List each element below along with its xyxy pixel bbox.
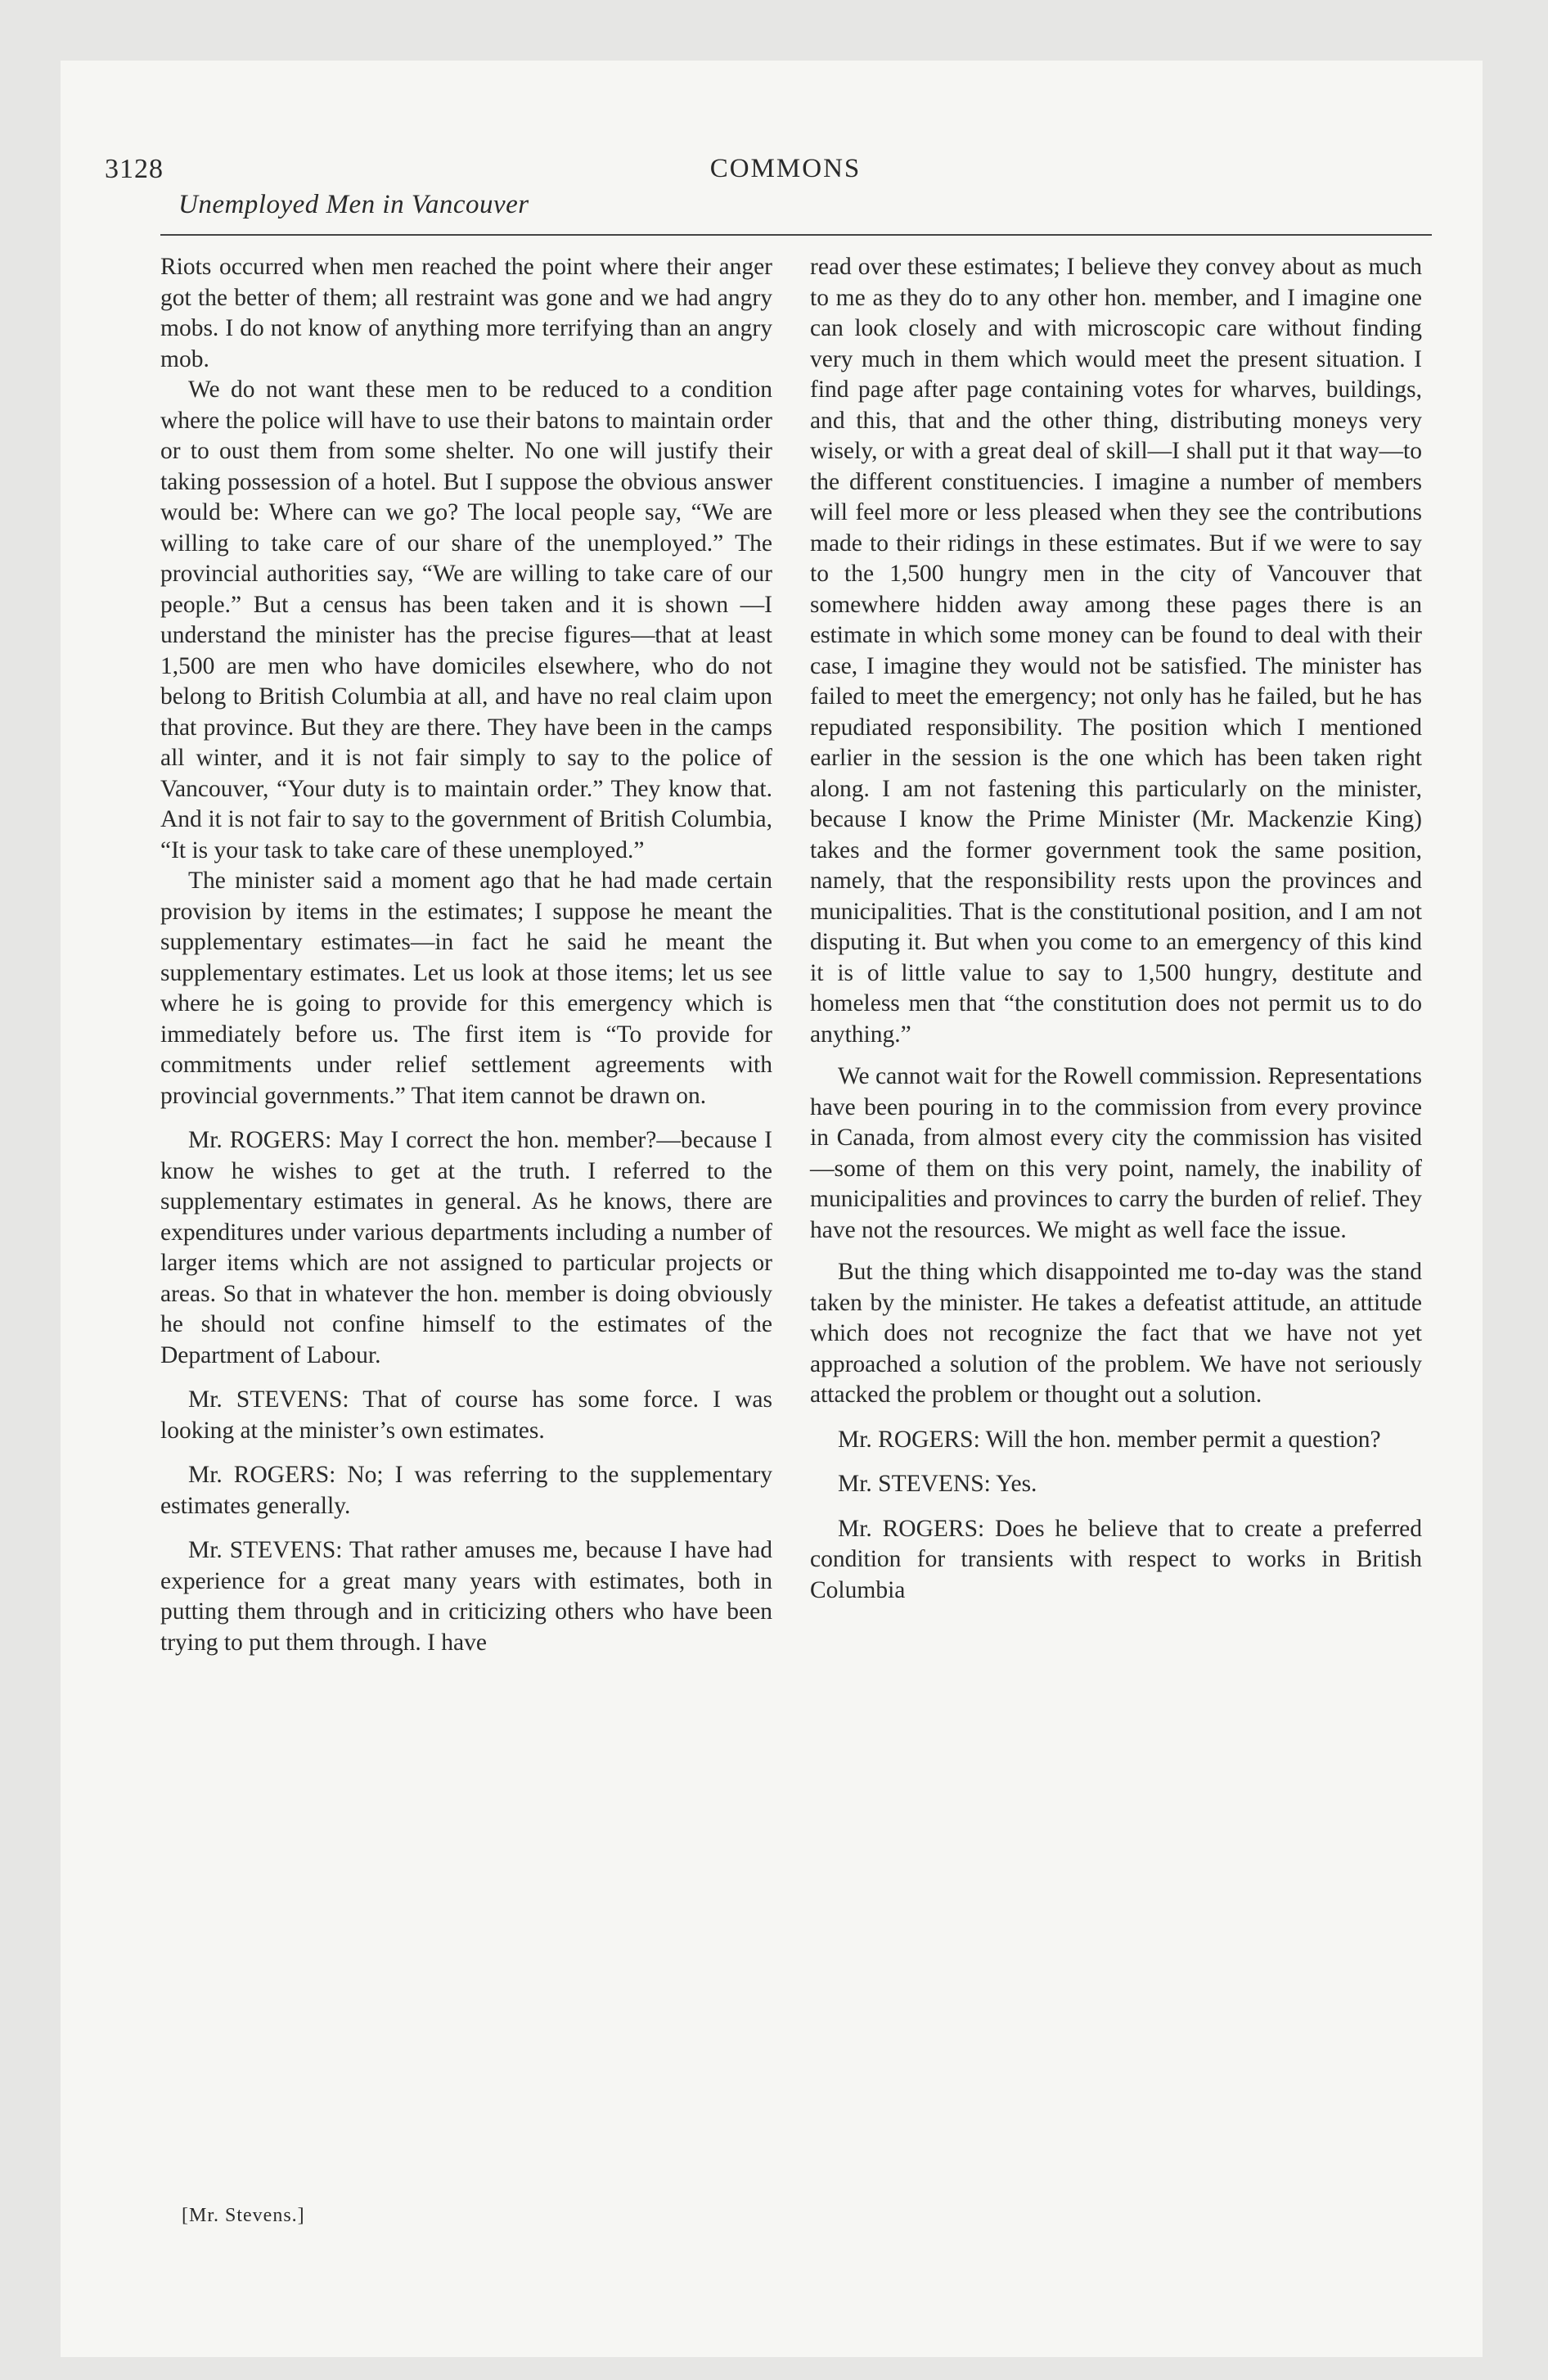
speech-paragraph: Mr. ROGERS: May I correct the hon. member?—because I know he wishes to get at the truth. I referred to the supplementary estimates in general. As he knows, there are expenditures under various departments including a number of larger items which are not assigned to particular projects or areas. So that in whatever the hon. member is doing obviously he should not confine himself to the estimates of the Department of Labour. — [160, 1127, 772, 1368]
speech-paragraph: Mr. ROGERS: Does he believe that to create a preferred condition for transients with respect to works in British Columbia — [810, 1515, 1422, 1603]
speech-paragraph: Mr. ROGERS: No; I was referring to the supplementary estimates generally. — [160, 1462, 772, 1519]
speaker-tag: [Mr. Stevens.] — [182, 2205, 305, 2226]
paragraph: read over these estimates; I believe they convey about as much to me as they do to any other hon. member, and I imagine one can look closely and with microscopic care without finding very much in them which would meet the present situation. I find page after page containing votes for wharves, buildings, and this, that and the other thing, distributing moneys very wisely, or with a great deal of skill—I shall put it that way—to the different constituencies. I imagine a number of members will feel more or less pleased when they see the contributions made to their ridings in these estimates. But if we were to say to the 1,500 hungry men in the city of Vancouver that somewhere hidden away among these pages there is an estimate in which some money can be found to deal with their case, I imagine they would not be satisfied. The minister has failed to meet the emergency; not only has he failed, but he has repudiated responsibility. The position which I mentioned earlier in the session is the one which has been taken right along. I am not fastening this particularly on the minister, because I know the Prime Minister (Mr. Mackenzie King) takes and the former government took the same position, namely, that the responsibility rests upon the provinces and municipalities. That is the constitutional position, and I am not disputing it. But when you come to an emergency of this kind it is of little value to say to 1,500 hungry, destitute and homeless men that “the constitution does not permit us to do anything.” — [810, 254, 1422, 1048]
speech-paragraph: Mr. STEVENS: That rather amuses me, because I have had experience for a great many years with estimates, both in putting them through and in criticizing others who have been trying to put them through. I have — [160, 1537, 772, 1656]
left-column — [160, 252, 772, 1658]
header-rule — [160, 234, 1432, 236]
running-title: COMMONS — [709, 154, 862, 183]
paragraph: We cannot wait for the Rowell commission. Representations have been pouring in to the commission from every province in Canada, from almost every city the commission has visited—some of them on this very point, namely, the inability of municipalities and provinces to carry the burden of relief. They have not the resources. We might as well face the issue. — [810, 1063, 1422, 1243]
speech-paragraph: Mr. STEVENS: That of course has some force. I was looking at the minister’s own estimates. — [160, 1386, 772, 1444]
right-column — [810, 252, 1422, 1606]
speech-paragraph: Mr. STEVENS: Yes. — [838, 1471, 1037, 1497]
subject-heading: Unemployed Men in Vancouver — [178, 190, 529, 219]
paragraph: The minister said a moment ago that he had made certain provision by items in the estimates; I suppose he meant the supplementary estimates—in fact he said he meant the supplementary estimates. Let us look at those items; let us see where he is going to provide for this emergency which is immediately before us. The first item is “To provide for commitments under relief settlement agreements with provincial governments.” That item cannot be drawn on. — [160, 868, 772, 1109]
paragraph: But the thing which disappointed me to-day was the stand taken by the minister. He takes a defeatist attitude, an attitude which does not recognize the fact that we have not yet approached a solution of the problem. We have not seriously attacked the problem or thought out a solution. — [810, 1259, 1422, 1408]
paragraph: We do not want these men to be reduced to a condition where the police will have to use their batons to maintain order or to oust them from some shelter. No one will justify their taking possession of a hotel. But I suppose the obvious answer would be: Where can we go? The local people say, “We are willing to take care of our share of the unemployed.” The provincial authorities say, “We are willing to take care of our people.” But a census has been taken and it is shown —I understand the minister has the precise figures—that at least 1,500 are men who have domiciles elsewhere, who do not belong to British Columbia at all, and have no real claim upon that province. But they are there. They have been in the camps all winter, and it is not fair simply to say to the police of Vancouver, “Your duty is to maintain order.” They know that. And it is not fair to say to the government of British Columbia, “It is your task to take care of these unemployed.” — [160, 376, 772, 863]
page-number: 3128 — [105, 154, 164, 184]
speech-paragraph: Mr. ROGERS: Will the hon. member permit a question? — [838, 1426, 1381, 1453]
paragraph: Riots occurred when men reached the point where their anger got the better of them; all restraint was gone and we had angry mobs. I do not know of anything more terrifying than an angry mob. — [160, 254, 772, 372]
page-header — [105, 154, 1466, 236]
